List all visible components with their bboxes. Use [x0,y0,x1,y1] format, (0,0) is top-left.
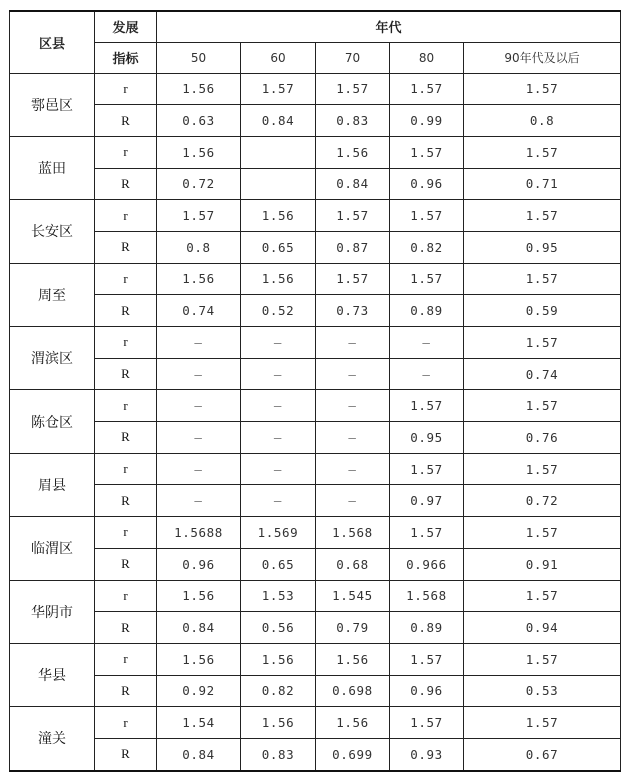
decade-header-60: 60 [241,42,316,73]
indicator-cell: R [95,105,157,137]
indicator-cell: r [95,73,157,105]
value-cell: 0.87 [316,231,390,263]
value-cell: — [241,390,316,422]
indicator-cell: r [95,453,157,485]
value-cell: 1.57 [464,643,621,675]
value-cell: — [316,358,390,390]
table-row [10,548,621,580]
value-cell: 0.8 [157,231,241,263]
value-cell: 0.59 [464,295,621,327]
value-cell: — [157,327,241,359]
value-cell: 0.79 [316,612,390,644]
value-cell: 1.56 [241,263,316,295]
indicator-header-line1: 发展 [95,11,157,42]
value-cell: 1.57 [390,136,464,168]
value-cell: — [157,453,241,485]
indicator-cell: R [95,548,157,580]
county-name-cell: 长安区 [10,200,95,263]
indicator-cell: r [95,580,157,612]
indicator-cell: R [95,358,157,390]
value-cell: 0.65 [241,548,316,580]
value-cell: 0.56 [241,612,316,644]
value-cell: 0.84 [157,738,241,770]
county-name-cell: 周至 [10,263,95,326]
table-row [10,485,621,517]
value-cell: 1.57 [390,390,464,422]
value-cell: 1.57 [464,327,621,359]
table-row [10,612,621,644]
value-cell: 1.56 [316,136,390,168]
indicator-cell: R [95,738,157,770]
indicator-cell: r [95,707,157,739]
era-header: 年代 [157,11,621,42]
value-cell: 1.57 [464,263,621,295]
table-row [10,707,621,739]
value-cell: 1.57 [390,453,464,485]
value-cell: 1.57 [157,200,241,232]
table-row [10,738,621,770]
indicator-cell: r [95,200,157,232]
value-cell: 1.57 [464,707,621,739]
value-cell: 0.82 [390,231,464,263]
value-cell: 1.54 [157,707,241,739]
county-name-cell: 潼关 [10,707,95,771]
value-cell: 0.84 [316,168,390,200]
table-row [10,136,621,168]
value-cell [241,136,316,168]
header-row-sub [10,42,621,73]
value-cell: 1.569 [241,517,316,549]
value-cell: 0.96 [157,548,241,580]
value-cell: 1.57 [464,73,621,105]
value-cell: 0.94 [464,612,621,644]
value-cell: 0.63 [157,105,241,137]
decade-header-50: 50 [157,42,241,73]
value-cell: — [316,390,390,422]
value-cell: 0.52 [241,295,316,327]
value-cell: 0.67 [464,738,621,770]
indicator-cell: r [95,263,157,295]
table-row [10,358,621,390]
value-cell: 0.84 [157,612,241,644]
value-cell: 1.56 [157,73,241,105]
value-cell: 1.57 [241,73,316,105]
table-row [10,453,621,485]
county-name-cell: 蓝田 [10,136,95,199]
indicator-cell: r [95,390,157,422]
county-name-cell: 陈仓区 [10,390,95,453]
value-cell: 1.56 [157,263,241,295]
value-cell: 1.57 [464,136,621,168]
value-cell: 1.545 [316,580,390,612]
value-cell: — [241,327,316,359]
table-row [10,390,621,422]
value-cell: — [157,485,241,517]
county-name-cell: 渭滨区 [10,327,95,390]
indicator-cell: R [95,675,157,707]
value-cell: 0.74 [157,295,241,327]
county-name-cell: 华县 [10,643,95,706]
indicator-cell: R [95,422,157,454]
value-cell: 1.568 [316,517,390,549]
value-cell: 0.68 [316,548,390,580]
value-cell: 0.95 [464,231,621,263]
table-row [10,105,621,137]
value-cell: 1.57 [464,453,621,485]
indicator-cell: R [95,295,157,327]
value-cell: 0.72 [157,168,241,200]
table-row [10,517,621,549]
value-cell: 0.966 [390,548,464,580]
value-cell: 1.57 [390,263,464,295]
value-cell: 1.57 [464,517,621,549]
value-cell: 0.89 [390,295,464,327]
value-cell: — [316,422,390,454]
table-row [10,168,621,200]
value-cell: 1.57 [390,707,464,739]
table-row [10,327,621,359]
county-name-cell: 临渭区 [10,517,95,580]
value-cell: 1.57 [464,390,621,422]
header-row-top [10,11,621,42]
value-cell: 0.699 [316,738,390,770]
value-cell: 0.8 [464,105,621,137]
value-cell: — [157,358,241,390]
indicator-cell: r [95,643,157,675]
value-cell: — [241,358,316,390]
value-cell: — [316,327,390,359]
decade-header-70: 70 [316,42,390,73]
value-cell: 1.57 [390,73,464,105]
value-cell: 0.71 [464,168,621,200]
value-cell: 1.57 [316,73,390,105]
table-row [10,643,621,675]
table-row [10,295,621,327]
value-cell: 0.74 [464,358,621,390]
value-cell: — [390,327,464,359]
value-cell: 0.93 [390,738,464,770]
value-cell: 0.84 [241,105,316,137]
value-cell: 0.72 [464,485,621,517]
value-cell: 1.5688 [157,517,241,549]
value-cell: 0.89 [390,612,464,644]
indicator-cell: R [95,168,157,200]
value-cell: 0.76 [464,422,621,454]
table-row [10,675,621,707]
value-cell: 0.83 [241,738,316,770]
indicator-cell: r [95,136,157,168]
indicator-cell: r [95,517,157,549]
value-cell: 1.56 [157,136,241,168]
value-cell: 1.56 [241,643,316,675]
value-cell: 0.698 [316,675,390,707]
development-indicator-table [9,10,621,772]
table-row [10,580,621,612]
value-cell: 0.73 [316,295,390,327]
value-cell: 1.57 [390,200,464,232]
county-name-cell: 华阴市 [10,580,95,643]
county-name-cell: 眉县 [10,453,95,516]
table-row [10,200,621,232]
indicator-header-line2: 指标 [95,42,157,73]
value-cell: 1.57 [390,643,464,675]
value-cell: — [241,422,316,454]
value-cell: — [241,485,316,517]
value-cell: 0.96 [390,168,464,200]
value-cell: 1.57 [464,200,621,232]
value-cell: 1.57 [316,200,390,232]
value-cell: 1.56 [316,643,390,675]
table-row [10,231,621,263]
value-cell: 1.568 [390,580,464,612]
value-cell [241,168,316,200]
decade-header-80: 80 [390,42,464,73]
value-cell: 0.53 [464,675,621,707]
value-cell: 0.99 [390,105,464,137]
value-cell: — [241,453,316,485]
indicator-cell: r [95,327,157,359]
value-cell: 1.56 [241,707,316,739]
value-cell: — [157,422,241,454]
indicator-cell: R [95,231,157,263]
value-cell: 0.97 [390,485,464,517]
value-cell: 0.83 [316,105,390,137]
table-row [10,422,621,454]
value-cell: — [157,390,241,422]
table-row [10,263,621,295]
value-cell: 0.95 [390,422,464,454]
value-cell: 1.56 [157,580,241,612]
indicator-cell: R [95,485,157,517]
value-cell: 1.56 [241,200,316,232]
value-cell: 0.91 [464,548,621,580]
value-cell: — [316,485,390,517]
county-header: 区县 [10,11,95,73]
value-cell: 0.92 [157,675,241,707]
value-cell: 1.57 [316,263,390,295]
table-body [10,73,621,771]
value-cell: 1.53 [241,580,316,612]
county-name-cell: 鄠邑区 [10,73,95,136]
table-row [10,73,621,105]
indicator-cell: R [95,612,157,644]
value-cell: 0.82 [241,675,316,707]
value-cell: 1.57 [464,580,621,612]
value-cell: 0.65 [241,231,316,263]
value-cell: 1.57 [390,517,464,549]
value-cell: — [316,453,390,485]
value-cell: 1.56 [157,643,241,675]
value-cell: 1.56 [316,707,390,739]
value-cell: 0.96 [390,675,464,707]
decade-header-90-plus: 90年代及以后 [464,42,621,73]
value-cell: — [390,358,464,390]
